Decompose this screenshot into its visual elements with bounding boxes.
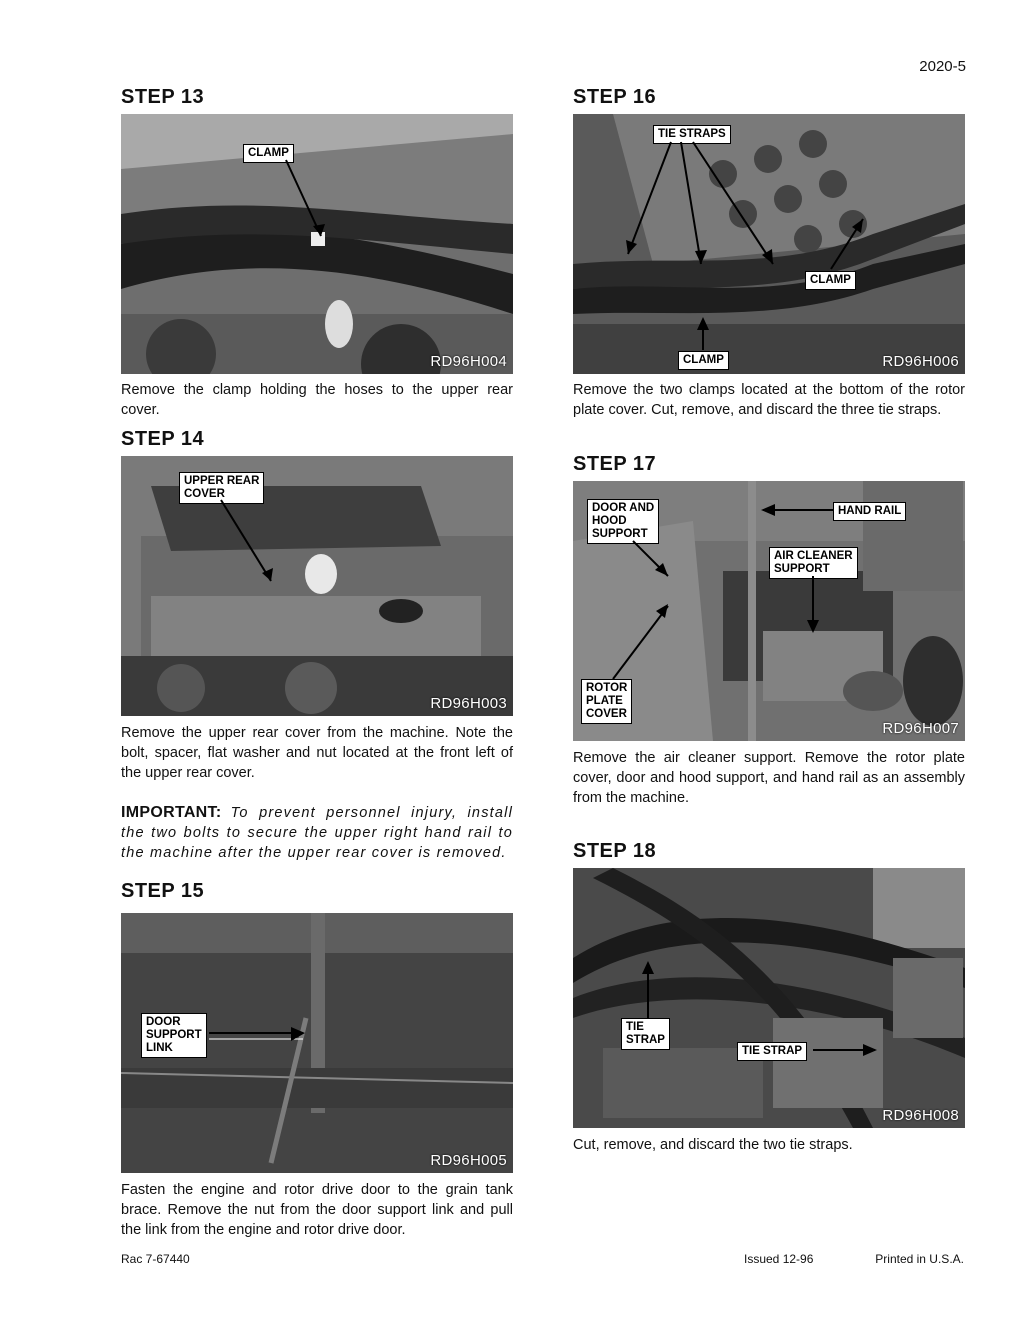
step-18-code: RD96H008 <box>882 1107 959 1124</box>
step-15-code: RD96H005 <box>430 1152 507 1169</box>
clamp-right-label: CLAMP <box>805 271 856 290</box>
step-16-code: RD96H006 <box>882 353 959 370</box>
step-17-title: STEP 17 <box>573 453 657 475</box>
important-text: To prevent personnel injury, install the two bolts to secure the upper right hand rail to the machine after the upper rear cover is removed. <box>121 805 513 861</box>
step-18-caption: Cut, remove, and discard the two tie straps. <box>573 1137 853 1153</box>
footer-document-number: Rac 7-67440 <box>121 1252 190 1266</box>
step-14-caption: Remove the upper rear cover from the machine. Note the bolt, spacer, flat washer and nut located at the front left of the upper rear cover. <box>121 725 513 781</box>
step-16-caption: Remove the two clamps located at the bottom of the rotor plate cover. Cut, remove, and discard the three tie straps. <box>573 382 965 418</box>
step-14-title: STEP 14 <box>121 428 205 450</box>
step-18-title: STEP 18 <box>573 840 657 862</box>
step-16-photo <box>573 114 965 374</box>
step-13-title: STEP 13 <box>121 86 205 108</box>
important-note <box>121 803 513 863</box>
step-17-photo <box>573 481 965 741</box>
tie-strap-left-label: TIE STRAP <box>621 1018 670 1050</box>
step-13-photo <box>121 114 513 374</box>
door-hood-support-label: DOOR AND HOOD SUPPORT <box>587 499 659 544</box>
step-16-title: STEP 16 <box>573 86 657 108</box>
door-support-link-label: DOOR SUPPORT LINK <box>141 1013 207 1058</box>
hand-rail-label: HAND RAIL <box>833 502 906 521</box>
page-number: 2020-5 <box>919 58 966 75</box>
step-17-code: RD96H007 <box>882 720 959 737</box>
clamp-label: CLAMP <box>243 144 294 163</box>
footer-printed: Printed in U.S.A. <box>875 1252 964 1266</box>
important-label: IMPORTANT: <box>121 804 222 821</box>
rotor-plate-cover-label: ROTOR PLATE COVER <box>581 679 632 724</box>
step-15-photo <box>121 913 513 1173</box>
upper-rear-cover-label: UPPER REAR COVER <box>179 472 264 504</box>
step-15-caption: Fasten the engine and rotor drive door to the grain tank brace. Remove the nut from the door support link and pull the link from the engine and rotor drive door. <box>121 1182 513 1238</box>
step-14-code: RD96H003 <box>430 695 507 712</box>
air-cleaner-support-label: AIR CLEANER SUPPORT <box>769 547 858 579</box>
step-17-caption: Remove the air cleaner support. Remove the rotor plate cover, door and hood support, and hand rail as an assembly from the machine. <box>573 750 965 806</box>
step-13-caption: Remove the clamp holding the hoses to the upper rear cover. <box>121 382 513 418</box>
footer-issued: Issued 12-96 <box>744 1252 814 1266</box>
tie-straps-label: TIE STRAPS <box>653 125 731 144</box>
step-13-code: RD96H004 <box>430 353 507 370</box>
step-14-photo <box>121 456 513 716</box>
step-18-photo <box>573 868 965 1128</box>
clamp-bottom-label: CLAMP <box>678 351 729 370</box>
step-15-title: STEP 15 <box>121 880 205 902</box>
tie-strap-right-label: TIE STRAP <box>737 1042 807 1061</box>
arrow-icon <box>313 224 325 236</box>
